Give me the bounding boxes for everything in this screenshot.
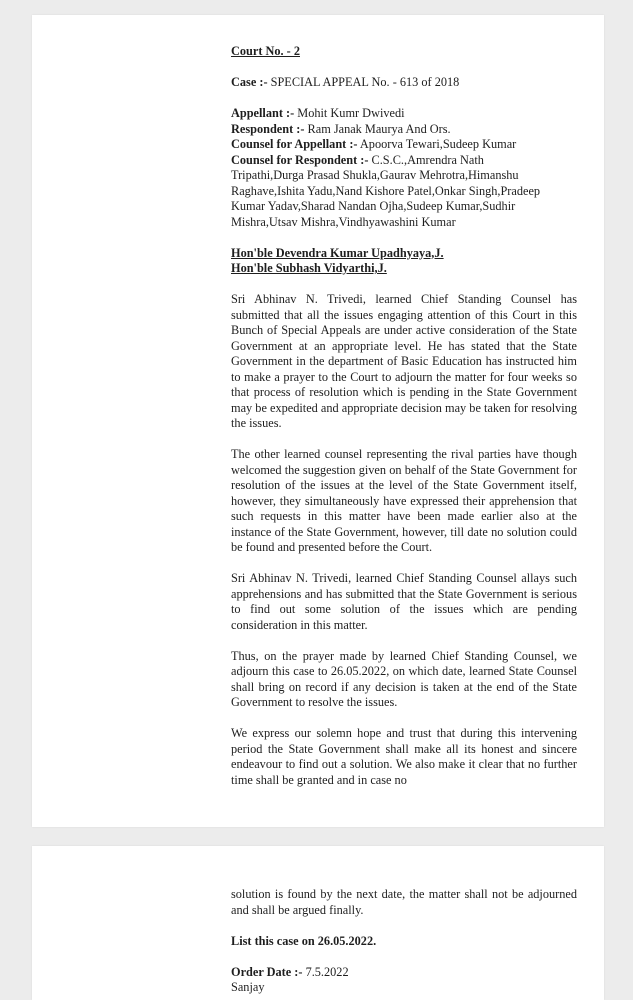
order-paragraph: Sri Abhinav N. Trivedi, learned Chief Standing Counsel has submitted that all the issues engaging attention of this Court in this Bunch of Special Appeals are under active consideration of the State Government at an appropriate level. He has stated that the State Government in the department of Basic Education has instructed him to make a prayer to the Court to adjourn the matter for four weeks so that process of resolution which is pending in the State Government may be expedited and appropriate decision may be taken for resolving the issues. [231,292,577,430]
parties-block [231,106,577,230]
counsel-appellant-line [231,137,577,153]
order-date-value: 7.5.2022 [305,964,349,979]
respondent-name: Ram Janak Maurya And Ors. [307,121,451,136]
counsel-respondent-names: C.S.C.,Amrendra Nath [371,152,484,167]
case-number: SPECIAL APPEAL No. - 613 of 2018 [270,75,460,89]
order-date-line [231,965,577,981]
continuation-paragraph: solution is found by the next date, the matter shall not be adjourned and shall be argued finally. [231,887,577,917]
counsel-respondent-continued: Tripathi,Durga Prasad Shukla,Gaurav Mehrotra,Himanshu [231,168,519,182]
listing-line [231,934,577,950]
counsel-respondent-continued: Kumar Yadav,Sharad Nandan Ojha,Sudeep Kumar,Sudhir [231,199,516,213]
appellant-line [231,106,577,122]
counsel-respondent-continued: Raghave,Ishita Yadu,Nand Kishore Patel,Onkar Singh,Pradeep [231,183,541,198]
signatory-name: Sanjay [231,980,265,995]
court-number: Court No. - 2 [231,44,300,58]
order-body [231,292,577,788]
counsel-appellant-label: Counsel for Appellant :- [231,137,358,151]
counsel-appellant-names: Apoorva Tewari,Sudeep Kumar [359,137,517,151]
document-page-2 [32,846,604,1000]
respondent-label: Respondent :- [231,121,305,136]
document-page-1 [32,15,604,827]
counsel-respondent-line [231,153,577,169]
counsel-respondent-label: Counsel for Respondent :- [231,152,369,167]
order-paragraph: The other learned counsel representing the rival parties have though welcomed the suggestion given on behalf of the State Government for resolution of the issues at the level of the State Government itself, however, they simultaneously have expressed their apprehension that such requests in this matter have been made earlier also at the instance of the State Government, however, till date no solution could be found and presented before the Court. [231,447,577,554]
counsel-respondent-continued: Mishra,Utsav Mishra,Vindhyawashini Kumar [231,214,456,229]
appellant-name: Mohit Kumr Dwivedi [297,106,405,120]
order-footer [231,965,577,996]
list-case-text: List this case on 26.05.2022. [231,933,377,948]
judge-name: Hon'ble Devendra Kumar Upadhyaya,J. [231,245,444,260]
order-content-continued [231,875,577,996]
judge-name: Hon'ble Subhash Vidyarthi,J. [231,261,387,275]
order-paragraph: We express our solemn hope and trust that during this intervening period the State Government shall make all its honest and sincere endeavour to find out a solution. We also make it clear that no further time shall be granted and in case no [231,726,577,787]
appellant-label: Appellant :- [231,106,295,120]
respondent-line [231,122,577,138]
case-line [231,75,577,91]
case-label: Case :- [231,75,268,89]
order-content [231,44,577,788]
order-paragraph: Sri Abhinav N. Trivedi, learned Chief Standing Counsel allays such apprehensions and has submitted that the State Government is serious to find out some solution of the issues which are pending consideration in this matter. [231,571,577,632]
court-number-block [231,44,577,60]
order-date-label: Order Date :- [231,964,303,979]
bench-block [231,246,577,277]
order-paragraph: Thus, on the prayer made by learned Chief Standing Counsel, we adjourn this case to 26.05.2022, on which date, learned State Counsel shall bring on record if any decision is taken at the end of the State Government to resolve the issues. [231,648,577,709]
